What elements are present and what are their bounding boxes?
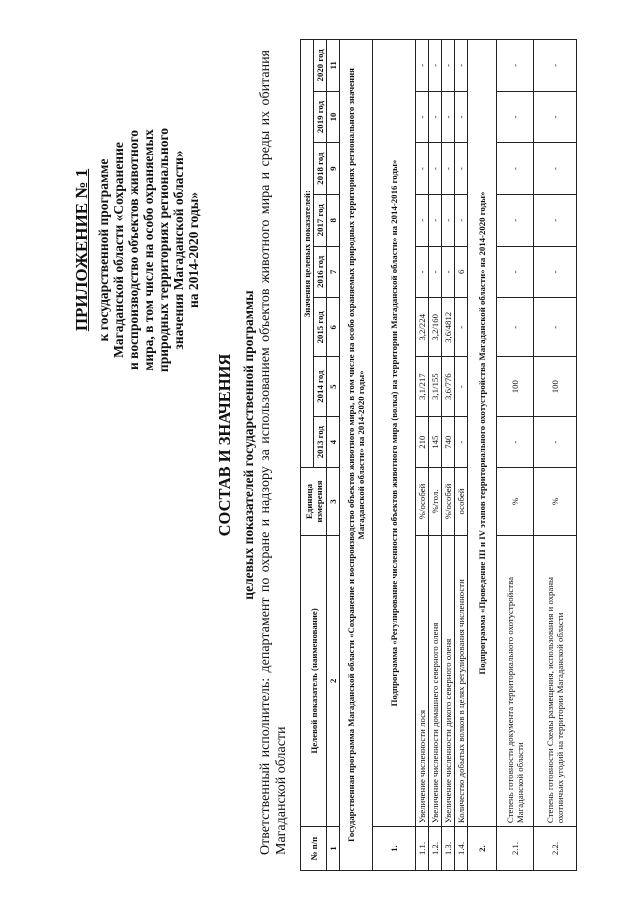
row-value: 3,6/4812 <box>442 298 455 357</box>
row-value: 145 <box>429 416 442 468</box>
indicators-table <box>300 39 577 871</box>
header-year: 2016 год <box>314 246 327 298</box>
row-value: - <box>442 246 455 298</box>
row-value: - <box>497 298 534 357</box>
appendix-line: значения Магаданской области» <box>171 150 186 350</box>
row-value: - <box>534 91 577 143</box>
row-unit: %/особей <box>416 468 429 535</box>
row-value: 3,2/160 <box>429 298 442 357</box>
program-row: Государственная программа Магаданской области «Сохранение и воспроизводство объектов животного мира, в том числе на особо охраняемых природных территориях регионального значения Магаданской области» на 2014-2020 годы» <box>340 40 373 871</box>
header-year: 2014 год <box>314 357 327 416</box>
header-year: 2013 год <box>314 416 327 468</box>
row-number: 1.1. <box>416 827 429 871</box>
column-number: 3 <box>327 468 340 535</box>
row-value: - <box>455 194 468 246</box>
row-value: - <box>455 416 468 468</box>
row-number: 1.4. <box>455 827 468 871</box>
row-value: 3,2/224 <box>416 298 429 357</box>
document-title-block <box>215 285 257 605</box>
header-year: 2020 год <box>314 40 327 92</box>
row-name: Степень готовности Схемы размещения, использования и охраны охотничьих угодий на территории Магаданской области <box>534 535 577 827</box>
table-row <box>429 40 442 871</box>
row-value: 3,1/217 <box>416 357 429 416</box>
row-number: 1.2. <box>429 827 442 871</box>
section-number: 1. <box>373 827 416 871</box>
row-unit: особей <box>455 468 468 535</box>
row-value: - <box>455 357 468 416</box>
row-value: - <box>534 416 577 468</box>
header-num: № п/п <box>301 827 327 871</box>
row-name: Увеличение численности домашнего северного оленя <box>429 535 442 827</box>
column-number: 1 <box>327 827 340 871</box>
appendix-line: на 2014-2020 годы» <box>186 191 201 309</box>
header-year: 2015 год <box>314 298 327 357</box>
row-number: 1.3. <box>442 827 455 871</box>
table-row <box>455 40 468 871</box>
row-unit: %/особей <box>442 468 455 535</box>
document-title: СОСТАВ И ЗНАЧЕНИЯ <box>215 353 234 537</box>
section-number: 2. <box>468 827 497 871</box>
row-value: - <box>429 194 442 246</box>
appendix-line: мира, в том числе на особо охраняемых <box>141 129 156 371</box>
row-value: - <box>416 40 429 92</box>
row-value: - <box>442 91 455 143</box>
row-value: - <box>497 143 534 195</box>
row-value: - <box>416 246 429 298</box>
row-value: - <box>429 246 442 298</box>
table-row <box>416 40 429 871</box>
row-value: - <box>429 143 442 195</box>
document-subtitle: целевых показателей государственной программы <box>241 290 256 600</box>
appendix-line: Магаданской области «Сохранение <box>111 142 126 358</box>
appendix-block <box>72 90 201 410</box>
row-value: - <box>497 246 534 298</box>
row-value: - <box>534 194 577 246</box>
row-value: - <box>455 298 468 357</box>
column-number: 4 <box>327 416 340 468</box>
row-value: - <box>534 143 577 195</box>
header-values-group: Значения целевых показателей: <box>301 40 314 468</box>
row-value: - <box>455 91 468 143</box>
appendix-title: ПРИЛОЖЕНИЕ № 1 <box>72 168 91 332</box>
row-number: 2.1. <box>497 827 534 871</box>
row-value: - <box>416 143 429 195</box>
row-value: - <box>455 143 468 195</box>
table-row <box>442 40 455 871</box>
row-value: - <box>416 91 429 143</box>
header-year: 2017 год <box>314 194 327 246</box>
responsible-executor: Ответственный исполнитель: департамент по охране и надзору за использованием объектов животного мира и среды их обитания Магаданской области <box>258 50 289 855</box>
header-name: Целевой показатель (наименование) <box>301 535 327 827</box>
row-value: - <box>497 91 534 143</box>
row-value: 740 <box>442 416 455 468</box>
section-title: Подпрограмма «Проведение III и IV этапов территориального охотустройства Магаданской области» на 2014-2020 годы» <box>468 40 497 827</box>
row-value: - <box>534 298 577 357</box>
column-number: 7 <box>327 246 340 298</box>
row-value: - <box>442 194 455 246</box>
row-value: 100 <box>497 357 534 416</box>
row-value: - <box>455 40 468 92</box>
column-number: 10 <box>327 91 340 143</box>
appendix-line: к государственной программе <box>96 158 111 342</box>
row-value: - <box>442 143 455 195</box>
column-number: 11 <box>327 40 340 92</box>
header-unit: Единица измерения <box>301 468 327 535</box>
row-value: - <box>497 194 534 246</box>
column-number: 5 <box>327 357 340 416</box>
row-value: - <box>534 40 577 92</box>
column-number: 8 <box>327 194 340 246</box>
row-value: - <box>416 194 429 246</box>
row-value: - <box>429 40 442 92</box>
row-value: 6 <box>455 246 468 298</box>
header-year: 2019 год <box>314 91 327 143</box>
row-unit: % <box>534 468 577 535</box>
row-name: Увеличение численности дикого северного оленя <box>442 535 455 827</box>
table-row <box>534 40 577 871</box>
column-number: 2 <box>327 535 340 827</box>
row-value: 100 <box>534 357 577 416</box>
row-name: Степень готовности документа территориального охотустройства Магаданской области <box>497 535 534 827</box>
table-row <box>497 40 534 871</box>
row-value: 3,1/155 <box>429 357 442 416</box>
row-value: - <box>429 91 442 143</box>
row-unit: % <box>497 468 534 535</box>
row-value: - <box>534 246 577 298</box>
row-name: Увеличение численности лося <box>416 535 429 827</box>
row-value: 210 <box>416 416 429 468</box>
row-unit: %/гол. <box>429 468 442 535</box>
row-name: Количество добытых волков в целях регулирования численности <box>455 535 468 827</box>
appendix-line: и воспроизводство объектов животного <box>126 129 141 371</box>
appendix-line: природных территориях регионального <box>156 127 171 373</box>
header-year: 2018 год <box>314 143 327 195</box>
row-number: 2.2. <box>534 827 577 871</box>
section-title: Подпрограмма «Регулирование численности объектов животного мира (волка) на территории Магаданской области» на 2014-2016 годы» <box>373 40 416 827</box>
column-number: 9 <box>327 143 340 195</box>
row-value: 3,6/776 <box>442 357 455 416</box>
row-value: - <box>497 40 534 92</box>
row-value: - <box>497 416 534 468</box>
column-number: 6 <box>327 298 340 357</box>
row-value: - <box>442 40 455 92</box>
